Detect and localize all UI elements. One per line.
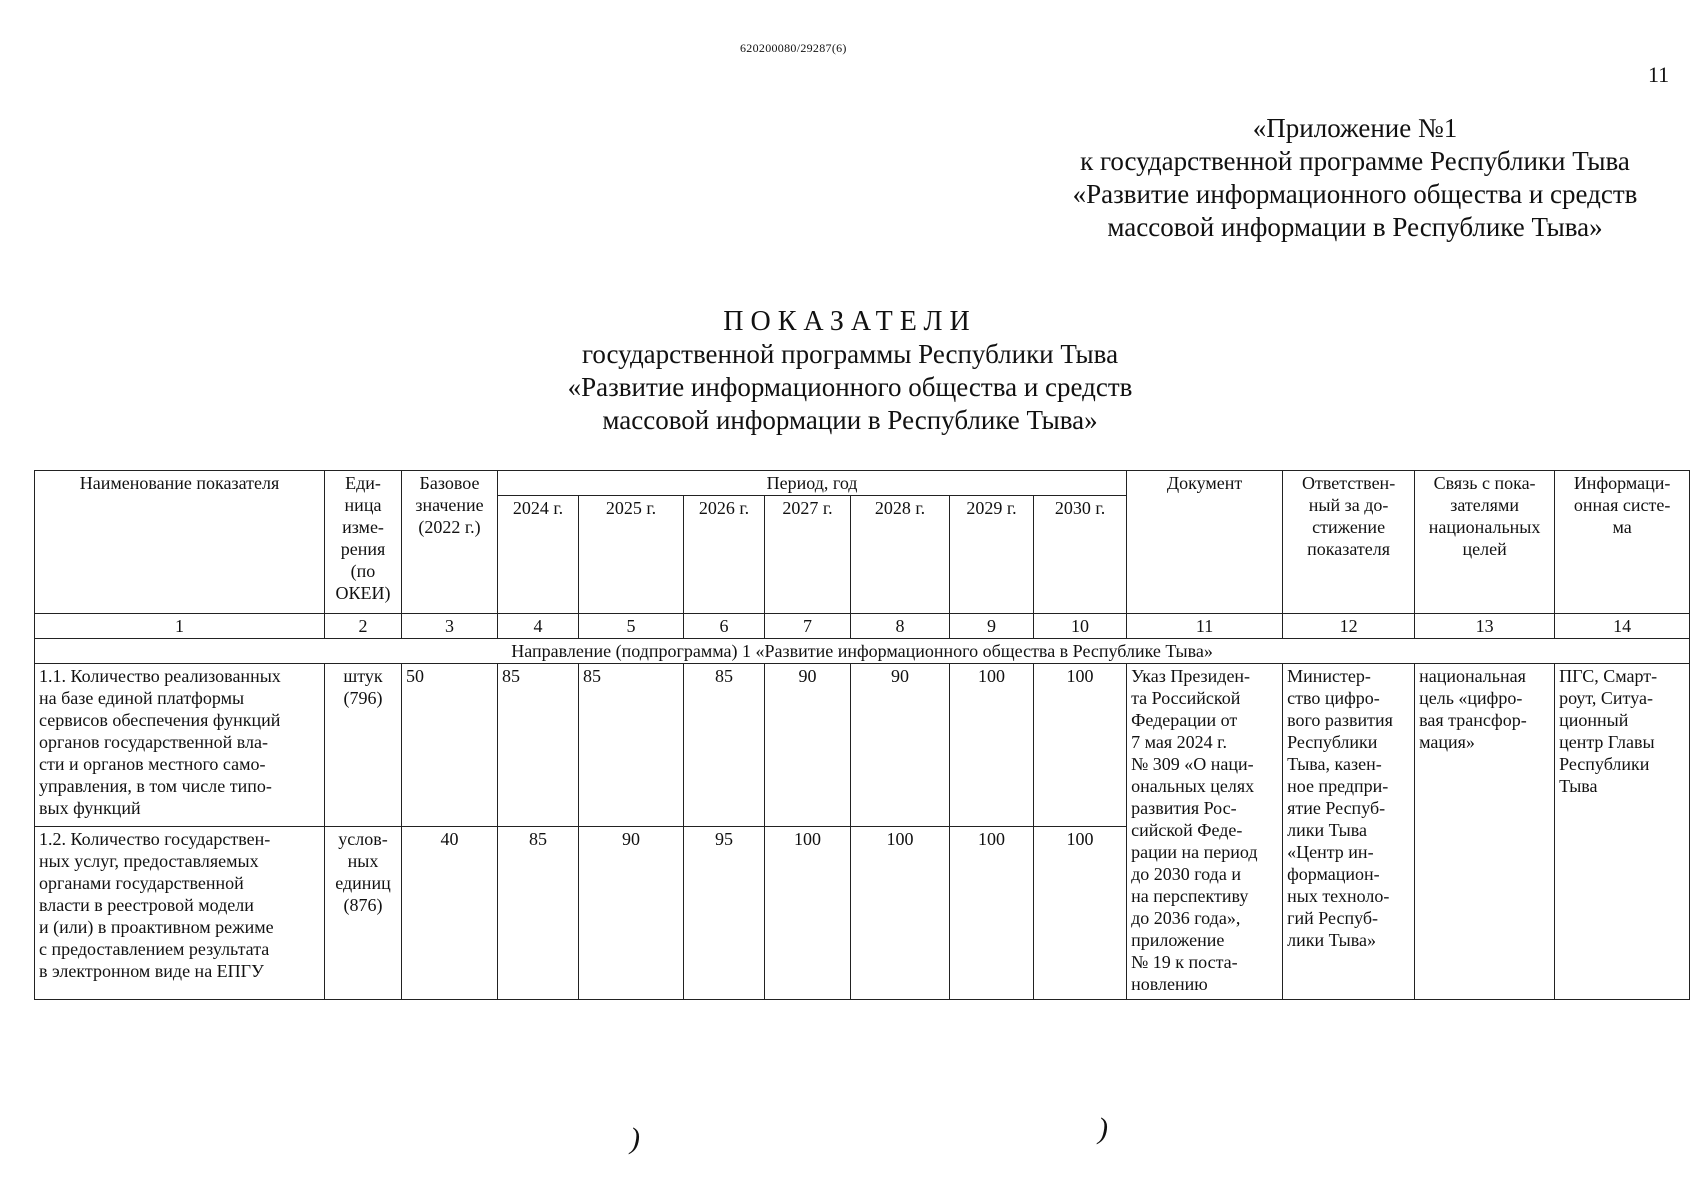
- column-number: 8: [851, 614, 950, 639]
- title-line: «Развитие информационного общества и средств: [567, 372, 1133, 402]
- column-number: 1: [35, 614, 325, 639]
- page-title: ПОКАЗАТЕЛИ: [723, 306, 977, 337]
- header-year: 2028 г.: [851, 496, 950, 614]
- title-line: государственной программы Республики Тыва: [581, 339, 1119, 369]
- indicator-value: 85: [498, 827, 579, 1000]
- column-number: 3: [402, 614, 498, 639]
- title-line: массовой информации в Республике Тыва»: [602, 405, 1098, 435]
- indicator-value: 100: [765, 827, 851, 1000]
- column-number: 7: [765, 614, 851, 639]
- appendix-line: «Приложение №1: [1252, 113, 1458, 143]
- indicator-value: 90: [579, 827, 684, 1000]
- appendix-block: [1050, 112, 1660, 244]
- handwritten-mark: ): [630, 1122, 640, 1155]
- section-title: Направление (подпрограмма) 1 «Развитие информационного общества в Республике Тыва»: [35, 639, 1690, 664]
- column-number: 9: [950, 614, 1034, 639]
- appendix-line: массовой информации в Республике Тыва»: [1107, 212, 1603, 242]
- indicator-value: 100: [950, 827, 1034, 1000]
- indicator-responsible: Министер- ство цифро- вого развития Республики Тыва, казен- ное предпри- ятие Респуб- лики Тыва «Центр ин- формацион- ных техноло- гий Респуб- лики Тыва»: [1283, 664, 1415, 1000]
- indicator-name: 1.1. Количество реализованных на базе единой платформы сервисов обеспечения функций органов государственной вла- сти и органов местного само- управления, в том числе типо- вых функций: [35, 664, 325, 827]
- indicator-value: 100: [851, 827, 950, 1000]
- column-number: 10: [1034, 614, 1127, 639]
- column-number: 5: [579, 614, 684, 639]
- indicator-value: 100: [1034, 664, 1127, 827]
- appendix-line: к государственной программе Республики Тыва: [1080, 146, 1630, 176]
- column-number: 14: [1555, 614, 1690, 639]
- page-number: 11: [1648, 62, 1670, 87]
- indicator-document: Указ Президен- та Российской Федерации от 7 мая 2024 г. № 309 «О наци- ональных целях развития Рос- сийской Феде- рации на период до 2030 года и на перспективу до 2036 года», приложение № 19 к поста- новлению: [1127, 664, 1283, 1000]
- header-base: Базовое значение (2022 г.): [402, 471, 498, 614]
- column-number: 6: [684, 614, 765, 639]
- indicators-table: [34, 470, 1690, 1000]
- indicator-unit: штук (796): [325, 664, 402, 827]
- header-year: 2024 г.: [498, 496, 579, 614]
- header-year: 2027 г.: [765, 496, 851, 614]
- indicator-value: 90: [851, 664, 950, 827]
- indicator-national-goal: национальная цель «цифро- вая трансфор- мация»: [1415, 664, 1555, 1000]
- indicator-name: 1.2. Количество государствен- ных услуг, предоставляемых органами государственной власти в реестровой модели и (или) в проактивном режиме с предоставлением результата в электронном виде на ЕПГУ: [35, 827, 325, 1000]
- column-number: 12: [1283, 614, 1415, 639]
- indicator-unit: услов- ных единиц (876): [325, 827, 402, 1000]
- indicator-value: 85: [684, 664, 765, 827]
- title-block: [450, 305, 1250, 437]
- appendix-line: «Развитие информационного общества и средств: [1072, 179, 1638, 209]
- section-row: [35, 639, 1690, 664]
- header-year: 2030 г.: [1034, 496, 1127, 614]
- indicator-value: 100: [950, 664, 1034, 827]
- header-document: Документ: [1127, 471, 1283, 614]
- column-number: 13: [1415, 614, 1555, 639]
- column-number-row: [35, 614, 1690, 639]
- column-number: 2: [325, 614, 402, 639]
- indicator-base: 50: [402, 664, 498, 827]
- header-responsible: Ответствен- ный за до- стижение показателя: [1283, 471, 1415, 614]
- header-period: Период, год: [498, 471, 1127, 496]
- indicator-value: 100: [1034, 827, 1127, 1000]
- indicator-base: 40: [402, 827, 498, 1000]
- header-year: 2026 г.: [684, 496, 765, 614]
- document-id: 620200080/29287(6): [740, 41, 847, 55]
- indicator-value: 85: [579, 664, 684, 827]
- header-year: 2025 г.: [579, 496, 684, 614]
- header-unit: Еди- ница изме- рения (по ОКЕИ): [325, 471, 402, 614]
- column-number: 11: [1127, 614, 1283, 639]
- header-info-system: Информаци- онная систе- ма: [1555, 471, 1690, 614]
- table-row: [35, 664, 1690, 827]
- column-number: 4: [498, 614, 579, 639]
- indicator-value: 85: [498, 664, 579, 827]
- table-header-row: [35, 471, 1690, 496]
- header-year: 2029 г.: [950, 496, 1034, 614]
- handwritten-mark: ): [1098, 1112, 1108, 1145]
- header-national-goals: Связь с пока- зателями национальных целей: [1415, 471, 1555, 614]
- indicator-value: 95: [684, 827, 765, 1000]
- indicator-info-system: ПГС, Смарт- роут, Ситуа- ционный центр Главы Республики Тыва: [1555, 664, 1690, 1000]
- indicator-value: 90: [765, 664, 851, 827]
- header-name: Наименование показателя: [35, 471, 325, 614]
